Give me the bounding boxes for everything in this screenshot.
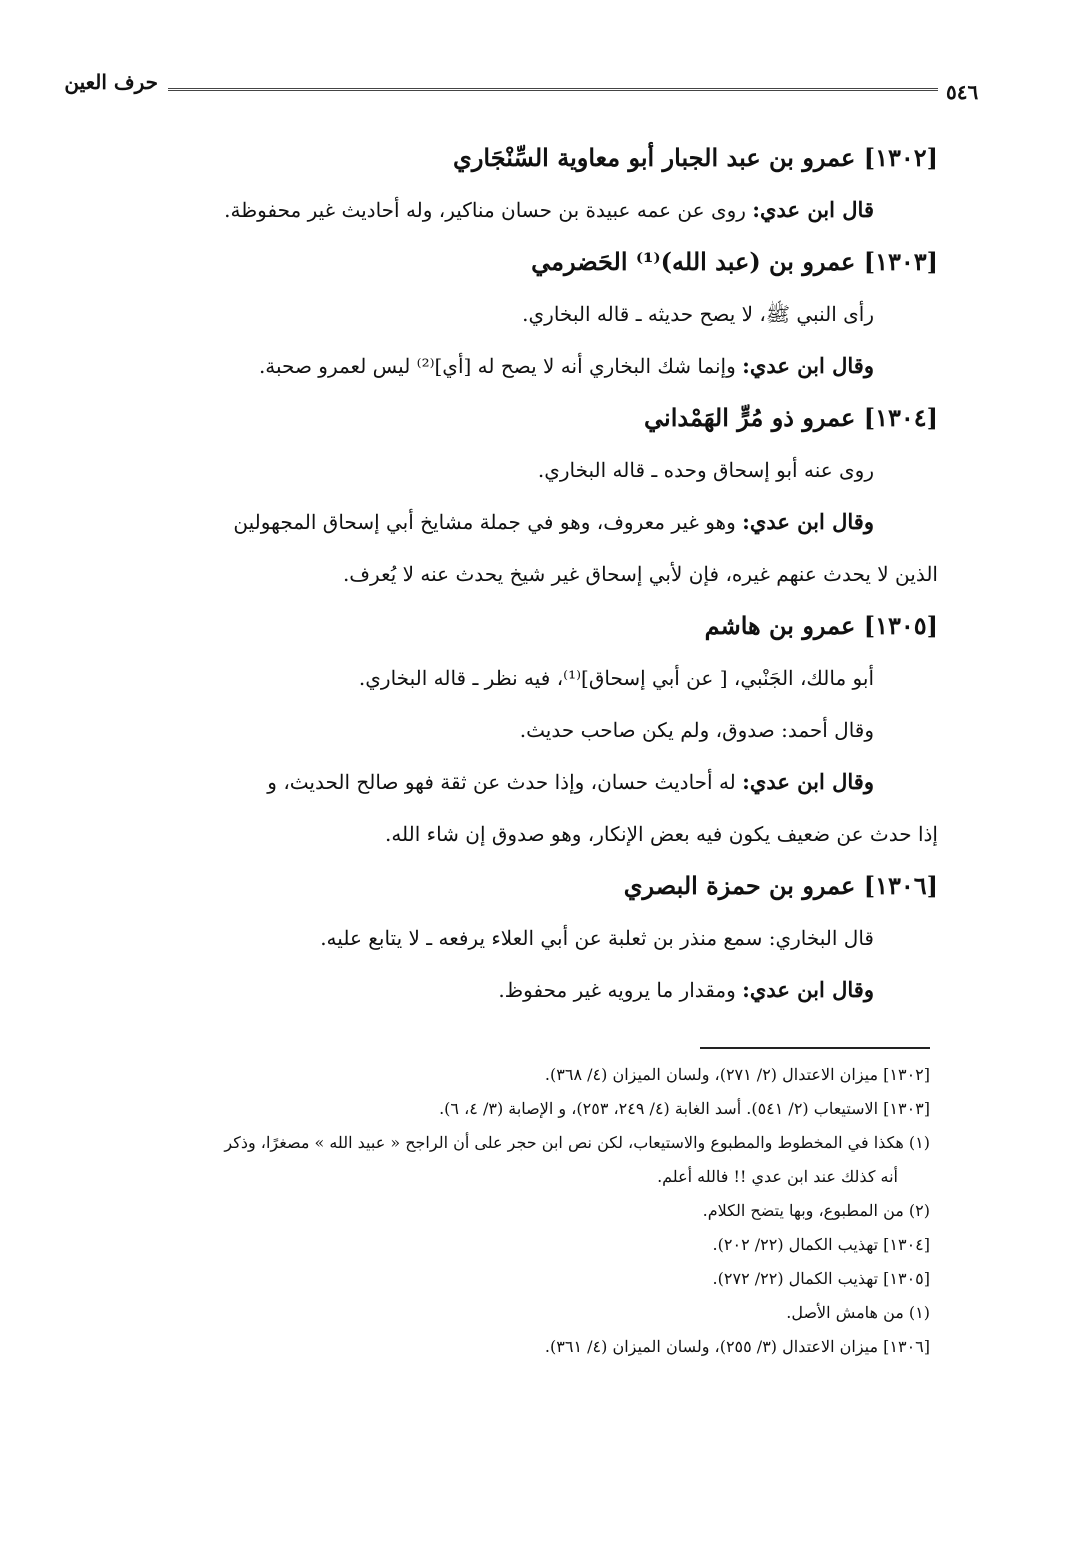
footnote-line: [١٣٠٣] الاستيعاب (٢/ ٥٤١). أسد الغابة (٤/ ٢٤٩، ٢٥٣)، و الإصابة (٣/ ٤، ٦). [439, 1099, 930, 1118]
entry-line [40, 912, 938, 964]
footnote-rule [700, 1047, 930, 1049]
footnote-line: (١) هكذا في المخطوط والمطبوع والاستيعاب، لكن نص ابن حجر على أن الراجح « عبيد الله » مصغرًا، وذكر [224, 1133, 930, 1152]
page-number: ٥٤٦ [946, 80, 979, 104]
speaker-label: وقال ابن عدي: [742, 977, 874, 1002]
line-text: إذا حدث عن ضعيف يكون فيه بعض الإنكار، وهو صدوق إن شاء الله. [384, 822, 938, 846]
running-header-title: حرف العين [64, 70, 158, 94]
entry-heading: [١٣٠٤] عمرو ذو مُرٍّ الهَمْداني [644, 403, 938, 432]
line-text: له أحاديث حسان، وإذا حدث عن ثقة فهو صالح الحديث، و [267, 770, 743, 794]
footnote-line: [١٣٠٢] ميزان الاعتدال (٢/ ٢٧١)، ولسان الميزان (٤/ ٣٦٨). [544, 1065, 930, 1084]
line-text: روى عن عمه عبيدة بن حسان مناكير، وله أحاديث غير محفوظة. [224, 198, 753, 222]
line-text: قال البخاري: سمع منذر بن ثعلبة عن أبي العلاء يرفعه ـ لا يتابع عليه. [320, 926, 874, 950]
line-text: وهو غير معروف، وهو في جملة مشايخ أبي إسحاق المجهولين [233, 510, 743, 534]
line-text: أبو مالك، الجَنْبي، [ عن أبي إسحاق]⁽¹⁾، فيه نظر ـ قاله البخاري. [358, 666, 874, 690]
entry-line [40, 340, 938, 392]
line-text: وقال أحمد: صدوق، ولم يكن صاحب حديث. [519, 718, 874, 742]
speaker-label: وقال ابن عدي: [742, 509, 874, 534]
entry-line [40, 808, 938, 860]
speaker-label: وقال ابن عدي: [742, 353, 874, 378]
entry-line [40, 444, 938, 496]
entry-heading: [١٣٠٣] عمرو بن (عبد الله)⁽¹⁾ الحَضرمي [531, 247, 938, 276]
entry-line [40, 756, 938, 808]
body-text [40, 132, 938, 1016]
entry-line [40, 288, 938, 340]
entry-line [40, 964, 938, 1016]
footnotes [60, 1058, 930, 1364]
footnote-line: [١٣٠٦] ميزان الاعتدال (٣/ ٢٥٥)، ولسان الميزان (٤/ ٣٦١). [544, 1337, 930, 1356]
line-text: روى عنه أبو إسحاق وحده ـ قاله البخاري. [537, 458, 874, 482]
entry-heading: [١٣٠٥] عمرو بن هاشم [704, 611, 938, 640]
line-text: ومقدار ما يرويه غير محفوظ. [498, 978, 743, 1002]
entry-line [40, 704, 938, 756]
entry-line [40, 548, 938, 600]
footnote-line: (٢) من المطبوع، وبها يتضح الكلام. [702, 1201, 930, 1220]
line-text: وإنما شك البخاري أنه لا يصح له [أي]⁽²⁾ ليس لعمرو صحبة. [258, 354, 743, 378]
footnote-line: [١٣٠٥] تهذيب الكمال (٢٢/ ٢٧٢). [712, 1269, 930, 1288]
entry-line [40, 652, 938, 704]
line-text: رأى النبي ﷺ، لا يصح حديثه ـ قاله البخاري. [522, 302, 874, 326]
footnote-line: أنه كذلك عند ابن عدي !! فالله أعلم. [657, 1167, 898, 1186]
entry-heading: [١٣٠٢] عمرو بن عبد الجبار أبو معاوية السِّنْجَاري [453, 143, 938, 172]
entry-heading: [١٣٠٦] عمرو بن حمزة البصري [623, 871, 938, 900]
line-text: الذين لا يحدث عنهم غيره، فإن لأبي إسحاق غير شيخ يحدث عنه لا يُعرف. [342, 562, 938, 586]
entry-line [40, 496, 938, 548]
speaker-label: قال ابن عدي: [752, 197, 874, 222]
footnote-line: (١) من هامش الأصل. [786, 1303, 930, 1322]
speaker-label: وقال ابن عدي: [742, 769, 874, 794]
header-rule [168, 88, 938, 91]
footnote-line: [١٣٠٤] تهذيب الكمال (٢٢/ ٢٠٢). [712, 1235, 930, 1254]
entry-line [40, 184, 938, 236]
